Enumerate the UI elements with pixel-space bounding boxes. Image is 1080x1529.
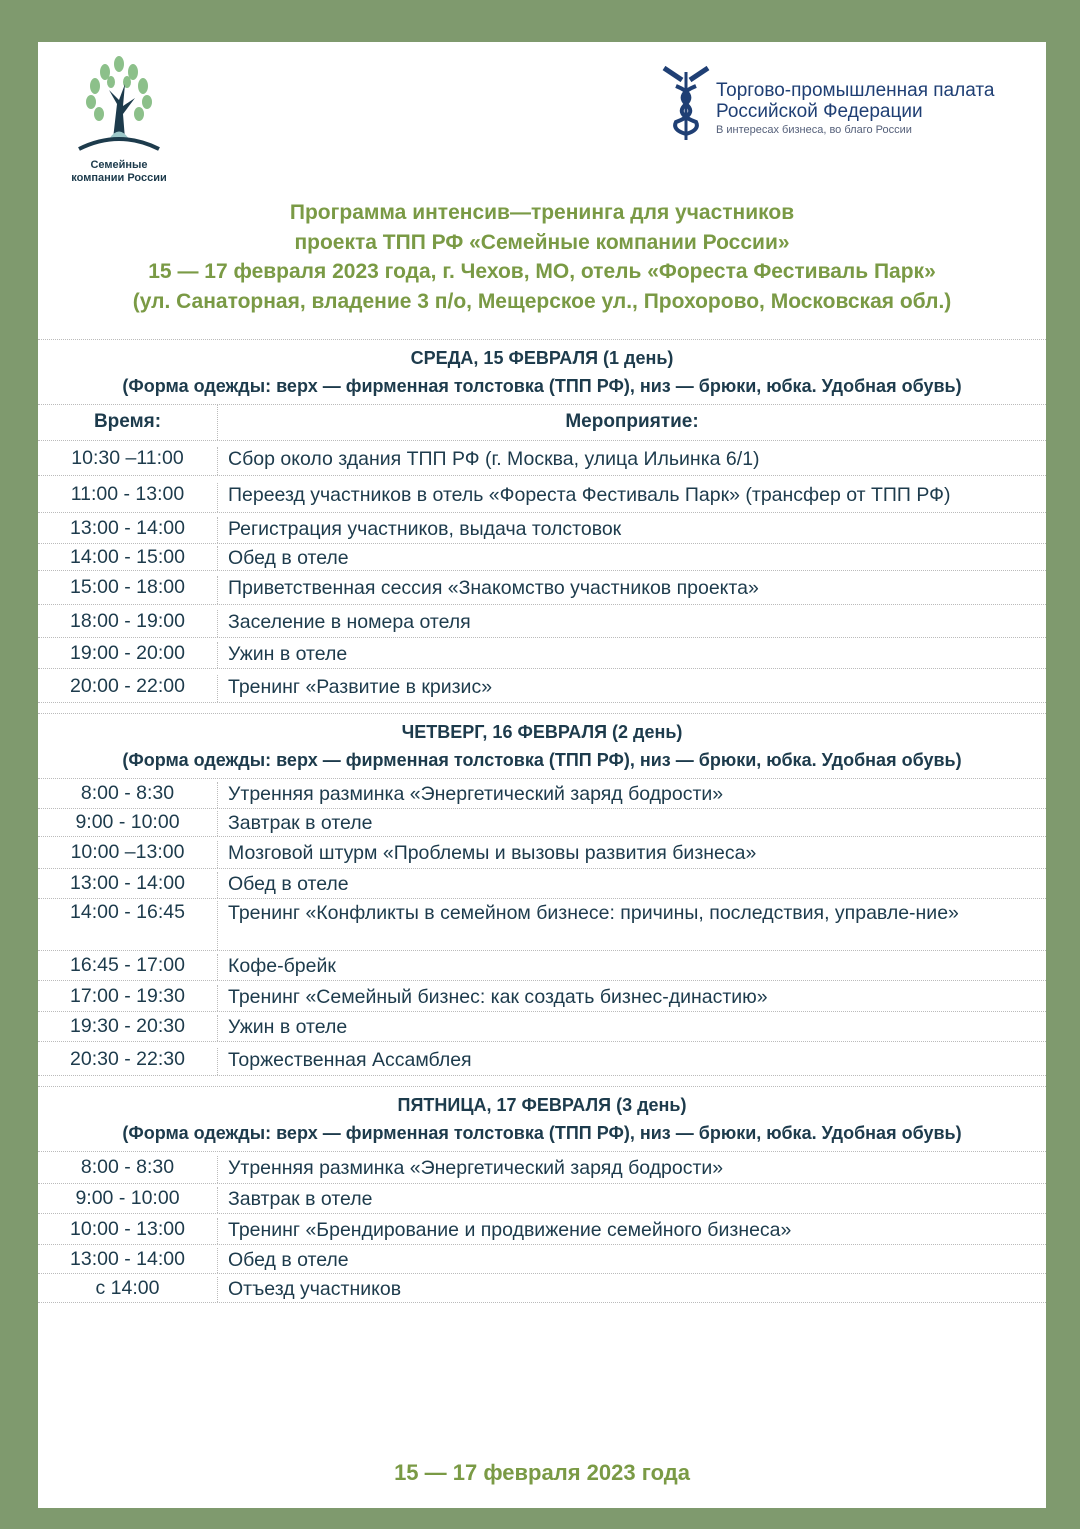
row-time: 10:00 –13:00 [38,841,218,868]
dress-code: (Форма одежды: верх — фирменная толстовка (ТПП РФ), низ — брюки, юбка. Удобная обувь) [122,750,962,770]
event-column-header: Мероприятие: [565,411,699,432]
schedule-row [38,637,1046,668]
row-time: 8:00 - 8:30 [38,1156,218,1183]
row-event: Тренинг «Брендирование и продвижение семейного бизнеса» [228,1218,792,1241]
row-time: 10:30 –11:00 [38,447,218,476]
schedule-row [38,1273,1046,1303]
schedule-row [38,1041,1046,1076]
tpp-slogan: В интересах бизнеса, во благо России [716,124,912,136]
row-event: Обед в отеле [228,1248,349,1271]
row-time: 14:00 - 16:45 [38,901,218,950]
row-time: 9:00 - 10:00 [38,1187,218,1213]
schedule-row [38,778,1046,808]
schedule-row [38,604,1046,637]
day-title: ЧЕТВЕРГ, 16 ФЕВРАЛЯ (2 день) [401,722,683,742]
schedule-row [38,512,1046,543]
schedule-row [38,475,1046,512]
day-header [38,1086,1046,1151]
row-event: Заселение в номера отеля [228,610,471,633]
row-time: 15:00 - 18:00 [38,576,218,604]
row-event: Регистрация участников, выдача толстовок [228,517,622,540]
title-line: Программа интенсив—тренинга для участников [289,201,795,224]
tpp-name-2: Российской Федерации [716,101,923,122]
row-event: Завтрак в отеле [228,1188,373,1210]
row-time: 13:00 - 14:00 [38,517,218,544]
row-event: Переезд участников в отель «Фореста Фестиваль Парк» (трансфер от ТПП РФ) [228,483,951,506]
schedule-row [38,668,1046,703]
title-line: проекта ТПП РФ «Семейные компании России» [294,230,790,254]
day-header [38,339,1046,404]
row-event: Обед в отеле [228,546,349,569]
program-title [38,198,1046,316]
schedule-row [38,808,1046,836]
row-event: Тренинг «Развитие в кризис» [228,675,493,698]
schedule-row [38,440,1046,475]
row-event: Отъезд участников [228,1278,402,1300]
row-time: 8:00 - 8:30 [38,782,218,808]
row-event: Торжественная Ассамблея [228,1048,472,1071]
row-event: Приветственная сессия «Знакомство участников проекта» [228,577,759,599]
row-event: Тренинг «Конфликты в семейном бизнесе: причины, последствия, управле-ние» [228,902,959,924]
schedule-row [38,1011,1046,1041]
row-time: 17:00 - 19:30 [38,985,218,1012]
caduceus-icon [660,64,712,144]
row-event: Кофе-брейк [228,955,336,977]
row-time: 19:00 - 20:00 [38,642,218,669]
row-time: 14:00 - 15:00 [38,546,218,571]
row-event: Мозговой штурм «Проблемы и вызовы развития бизнеса» [228,842,757,864]
dress-code: (Форма одежды: верх — фирменная толстовка (ТПП РФ), низ — брюки, юбка. Удобная обувь) [122,376,962,396]
schedule-row [38,868,1046,898]
row-time: 10:00 - 13:00 [38,1218,218,1245]
row-time: 9:00 - 10:00 [38,811,218,836]
tpp-logo [660,64,1050,144]
row-time: 20:30 - 22:30 [38,1048,218,1076]
row-time: 13:00 - 14:00 [38,872,218,898]
logo-caption-2: компании России [71,172,167,184]
schedule-row [38,543,1046,570]
dress-code: (Форма одежды: верх — фирменная толстовка (ТПП РФ), низ — брюки, юбка. Удобная обувь) [122,1123,962,1143]
title-line: (ул. Санаторная, владение 3 п/о, Мещерское ул., Прохорово, Московская обл.) [132,289,952,313]
schedule-row [38,1244,1046,1273]
schedule-row [38,898,1046,950]
row-time: 11:00 - 13:00 [38,483,218,513]
family-companies-logo [64,54,174,184]
row-time: 18:00 - 19:00 [38,610,218,638]
schedule-row [38,980,1046,1011]
row-event: Обед в отеле [228,873,349,895]
day-title: ПЯТНИЦА, 17 ФЕВРАЛЯ (3 день) [397,1095,687,1115]
row-event: Ужин в отеле [228,1016,348,1038]
row-event: Утренняя разминка «Энергетический заряд бодрости» [228,1157,724,1179]
row-event: Тренинг «Семейный бизнес: как создать бизнес-династию» [228,985,768,1008]
time-column-header: Время: [38,405,218,440]
row-event: Ужин в отеле [228,642,348,665]
row-time: 13:00 - 14:00 [38,1248,218,1274]
title-line: 15 — 17 февраля 2023 года, г. Чехов, МО, отель «Фореста Фестиваль Парк» [148,260,936,283]
footer-date: 15 — 17 февраля 2023 года [394,1460,690,1485]
row-time: с 14:00 [38,1277,218,1302]
day-header [38,713,1046,778]
day-title: СРЕДА, 15 ФЕВРАЛЯ (1 день) [410,348,674,368]
logo-caption-1: Семейные [90,159,148,171]
schedule-row [38,1213,1046,1244]
tree-icon [69,54,169,154]
row-time: 16:45 - 17:00 [38,954,218,980]
row-event: Сбор около здания ТПП РФ (г. Москва, улица Ильинка 6/1) [228,447,760,470]
document-page [38,42,1046,1508]
tpp-name-1: Торгово-промышленная палата [716,80,995,101]
schedule-table [38,339,1046,1303]
row-time: 19:30 - 20:30 [38,1015,218,1041]
row-event: Утренняя разминка «Энергетический заряд бодрости» [228,783,724,805]
table-header-row [38,404,1046,440]
schedule-row [38,1183,1046,1213]
schedule-row [38,950,1046,980]
row-time: 20:00 - 22:00 [38,675,218,703]
schedule-row [38,1151,1046,1183]
row-event: Завтрак в отеле [228,812,373,834]
schedule-row [38,836,1046,868]
schedule-row [38,570,1046,604]
